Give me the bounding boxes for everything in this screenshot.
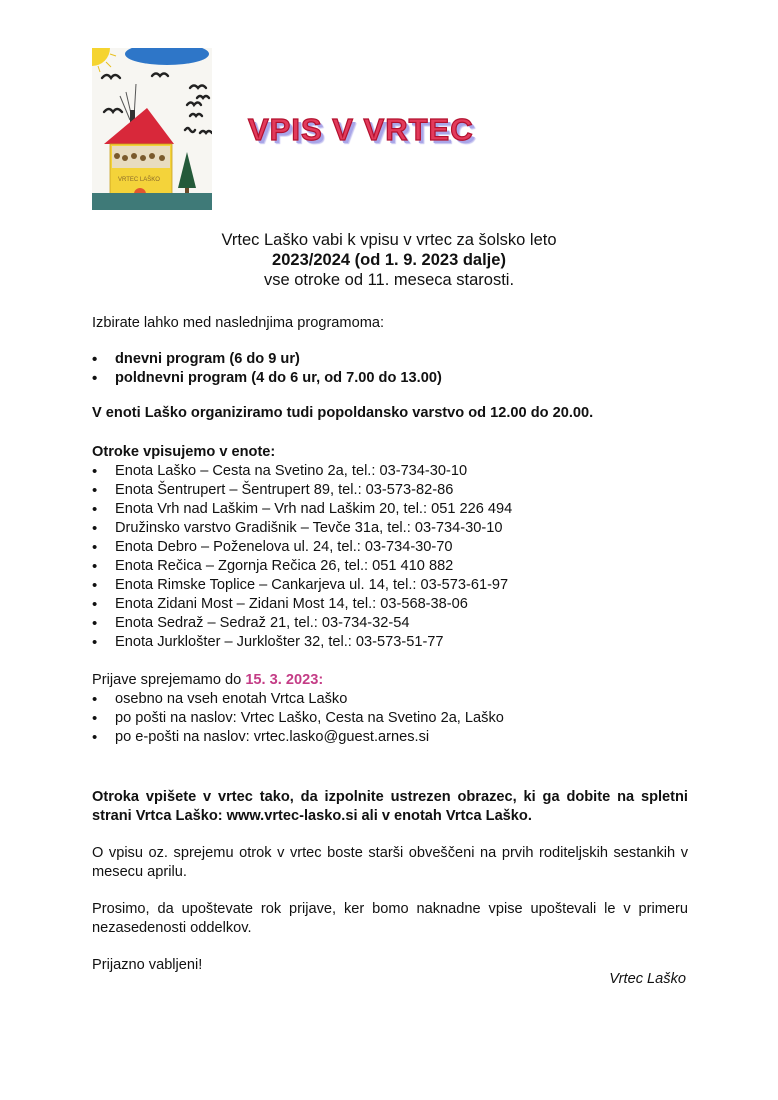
list-item: • dnevni program (6 do 9 ur) bbox=[92, 350, 688, 369]
list-item: • osebno na vseh enotah Vrtca Laško bbox=[92, 690, 688, 709]
deadline-paragraph: Prosimo, da upoštevate rok prijave, ker bomo naknadne vpise upoštevali le v primeru nezasedenosti oddelkov. bbox=[92, 901, 688, 936]
list-item: • po e-pošti na naslov: vrtec.lasko@guest.arnes.si bbox=[92, 728, 688, 747]
applications-section bbox=[92, 671, 688, 747]
list-item: • Družinsko varstvo Gradišnik – Tevče 31a, tel.: 03-734-30-10 bbox=[92, 519, 688, 538]
list-item: • Enota Jurklošter – Jurklošter 32, tel.: 03-573-51-77 bbox=[92, 633, 688, 652]
list-item: • Enota Rimske Toplice – Cankarjeva ul. 14, tel.: 03-573-61-97 bbox=[92, 576, 688, 595]
applications-list bbox=[92, 690, 688, 747]
intro-line-1: Vrtec Laško vabi k vpisu v vrtec za šolsko leto bbox=[221, 231, 557, 249]
list-item: • Enota Vrh nad Laškim – Vrh nad Laškim 20, tel.: 051 226 494 bbox=[92, 500, 688, 519]
afternoon-care-note: V enoti Laško organiziramo tudi popoldansko varstvo od 12.00 do 20.00. bbox=[92, 405, 594, 421]
units-heading: Otroke vpisujemo v enote: bbox=[92, 444, 276, 460]
page-title: VPIS V VRTEC bbox=[248, 112, 474, 147]
list-item: • Enota Debro – Poženelova ul. 24, tel.: 03-734-30-70 bbox=[92, 538, 688, 557]
applications-lead-line bbox=[92, 671, 688, 690]
programs-list bbox=[92, 350, 688, 388]
list-item: • poldnevni program (4 do 6 ur, od 7.00 do 13.00) bbox=[92, 369, 688, 388]
units-section bbox=[92, 443, 688, 652]
list-item: • Enota Laško – Cesta na Svetino 2a, tel.: 03-734-30-10 bbox=[92, 462, 688, 481]
deadline-date: 15. 3. 2023: bbox=[245, 672, 324, 688]
form-paragraph: Otroka vpišete v vrtec tako, da izpolnite ustrezen obrazec, ki ga dobite na spletni strani Vrtca Laško: www.vrtec-lasko.si ali v enotah Vrtca Laško. bbox=[92, 789, 688, 824]
school-year: 2023/2024 (od 1. 9. 2023 dalje) bbox=[272, 251, 506, 269]
units-list bbox=[92, 462, 688, 652]
list-item: • Enota Rečica – Zgornja Rečica 26, tel.: 051 410 882 bbox=[92, 557, 688, 576]
list-item: • Enota Zidani Most – Zidani Most 14, tel.: 03-568-38-06 bbox=[92, 595, 688, 614]
grass bbox=[92, 193, 212, 210]
list-item: • po pošti na naslov: Vrtec Laško, Cesta na Svetino 2a, Laško bbox=[92, 709, 688, 728]
programs-section bbox=[92, 314, 688, 423]
notice-paragraph: O vpisu oz. sprejemu otrok v vrtec boste starši obveščeni na prvih roditeljskih sestankih v mesecu aprilu. bbox=[92, 845, 688, 880]
closing-text: Prijazno vabljeni! bbox=[92, 957, 203, 973]
signature: Vrtec Laško bbox=[609, 971, 686, 987]
intro-block bbox=[0, 230, 778, 290]
list-item: • Enota Šentrupert – Šentrupert 89, tel.: 03-573-82-86 bbox=[92, 481, 688, 500]
svg-text:VRTEC LAŠKO: VRTEC LAŠKO bbox=[118, 177, 160, 183]
programs-lead: Izbirate lahko med naslednjima programoma: bbox=[92, 315, 385, 331]
kindergarten-house-illustration bbox=[92, 48, 212, 210]
applications-lead: Prijave sprejemamo do bbox=[92, 672, 242, 688]
intro-line-3: vse otroke od 11. meseca starosti. bbox=[263, 271, 515, 289]
list-item: • Enota Sedraž – Sedraž 21, tel.: 03-734-32-54 bbox=[92, 614, 688, 633]
